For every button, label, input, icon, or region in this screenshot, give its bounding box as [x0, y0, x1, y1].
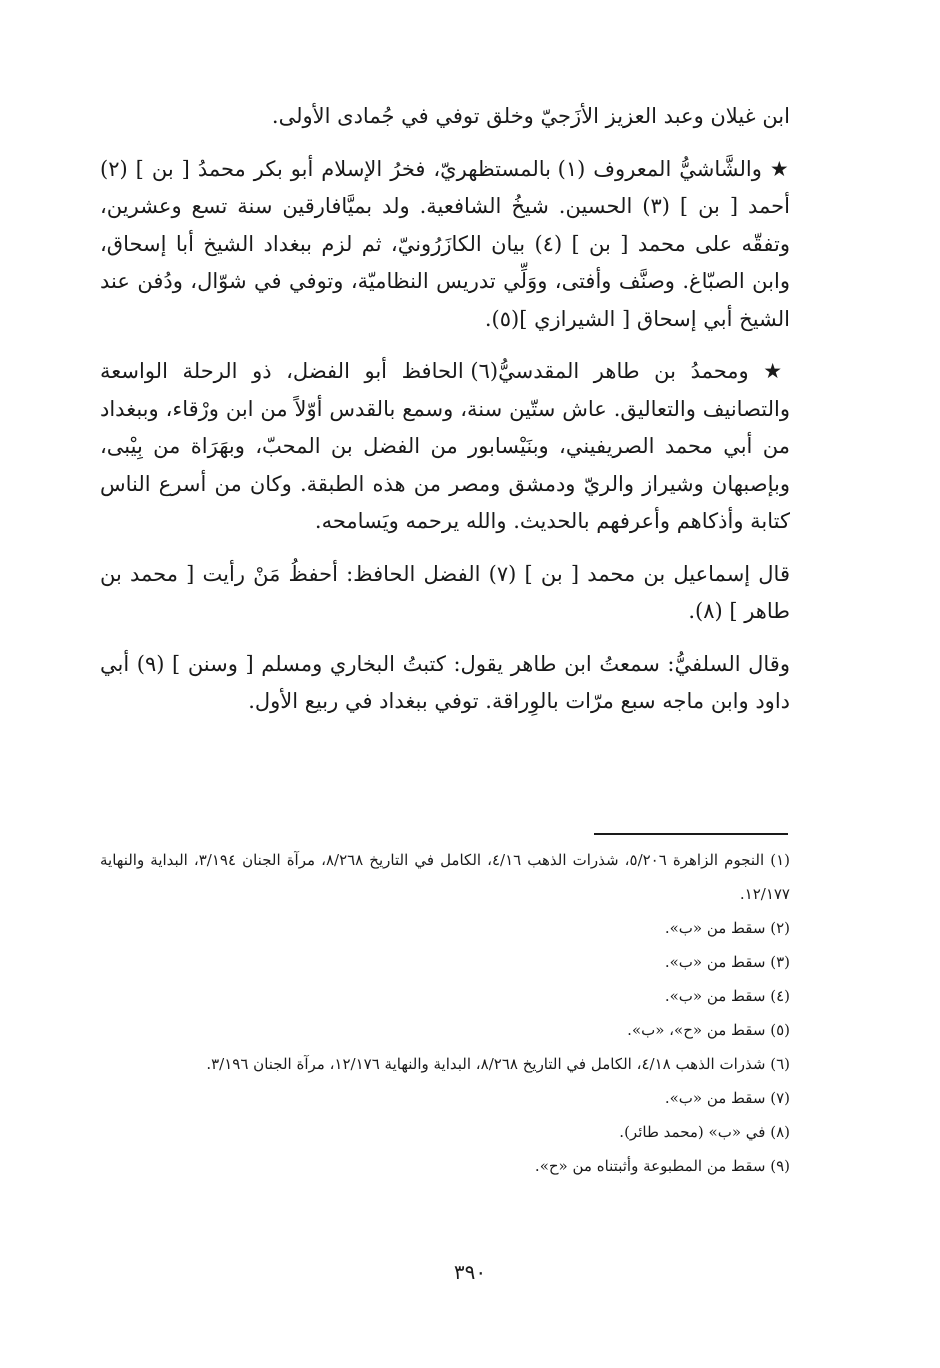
paragraph-text: ابن غيلان وعبد العزيز الأزَجيّ وخلق توفي في جُمادى الأولى. [271, 104, 790, 128]
paragraph-4-ismail-quote [100, 556, 790, 631]
footnote-8: (٨) في «ب» (محمد طائر). [619, 1123, 790, 1141]
footnote-9: (٩) سقط من المطبوعة وأثبتناه من «ح». [534, 1157, 790, 1175]
paragraph-text: ★ والشَّاشيُّ المعروف (١) بالمستظهريّ، فخرُ الإسلام أبو بكر محمدُ [ بن ] (٢) أحمد [ بن ] (٣) الحسين. شيخُ الشافعية. ولد بميَّافارقين سنة تسع وعشرين، وتفقّه على محمد [ بن ] (٤) بيان الكازَرُونيّ، ثم لزم ببغداد الشيخ أبا إسحاق، وابن الصبّاغ. وصنَّف وأفتى، ووَلِّي تدريس النظاميّة، وتوفي في شوّال، ودُفن عند الشيخ أبي إسحاق [ الشيرازي ](٥). [100, 156, 791, 331]
paragraph-5-silafi-quote [100, 646, 790, 721]
paragraph-1 [100, 98, 790, 136]
footnote-5: (٥) سقط من «ح»، «ب». [627, 1021, 790, 1039]
paragraph-text: قال إسماعيل بن محمد [ بن ] (٧) الفضل الحافظ: أحفظُ مَنْ رأيت [ محمد بن طاهر ] (٨). [100, 561, 790, 623]
footnote-6: (٦) شذرات الذهب ٤/١٨، الكامل في التاريخ ٨/٢٦٨، البداية والنهاية ١٢/١٧٦، مرآة الجنان ٣/١٩٦. [206, 1055, 790, 1073]
footnote-3: (٣) سقط من «ب». [664, 953, 790, 971]
footnote-7: (٧) سقط من «ب». [664, 1089, 790, 1107]
paragraph-text: وقال السلفيُّ: سمعتُ ابن طاهر يقول: كتبتُ البخاري ومسلم [ وسنن ] (٩) أبي داود وابن ماجه سبع مرّات بالوِراقة. توفي ببغداد في ربيع الأول. [100, 651, 790, 713]
paragraph-2-shashi-entry [100, 151, 790, 339]
footnote-4: (٤) سقط من «ب». [664, 987, 790, 1005]
paragraph-3-ibn-tahir-entry [100, 353, 790, 541]
page-number: ٣٩٠ [453, 1260, 487, 1284]
paragraph-text: ★ ومحمدُ بن طاهر المقدسيُّ(٦) الحافظ أبو الفضل، ذو الرحلة الواسعة والتصانيف والتعاليق. عاش ستّين سنة، وسمع بالقدس أوّلاً من ابن ورْقاء، وببغداد من أبي محمد الصريفيني، وبنَيْسابور من الفضل بن المحبّ، وبهَرَاة من بِيْبى، وبإصبهان وشيراز والريّ ودمشق ومصر من هذه الطبقة. وكان من أسرع الناس كتابة وأذكاهم وأعرفهم بالحديث. والله يرحمه ويَسامحه. [100, 359, 790, 533]
footnotes [100, 843, 790, 1183]
footnote-1: (١) النجوم الزاهرة ٥/٢٠٦، شذرات الذهب ٤/١٦، الكامل في التاريخ ٨/٢٦٨، مرآة الجنان ٣/١٩٤، البداية والنهاية ١٢/١٧٧. [100, 851, 791, 903]
footnote-separator-rule [594, 833, 788, 835]
main-text [100, 98, 790, 736]
footnote-2: (٢) سقط من «ب». [664, 919, 790, 937]
